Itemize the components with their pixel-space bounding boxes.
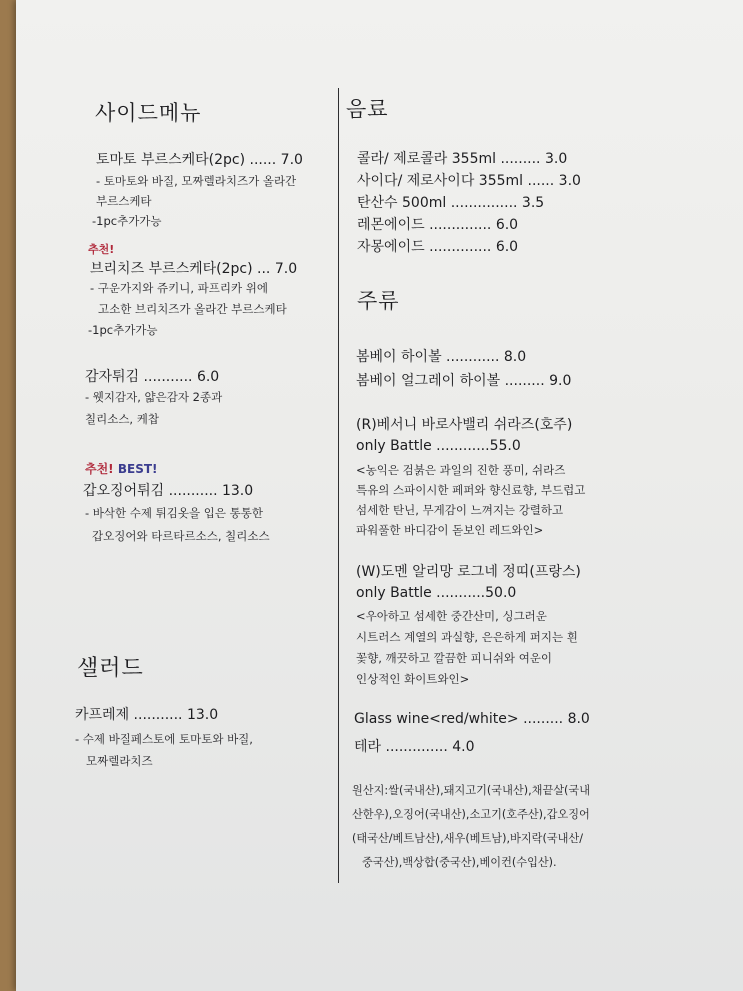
best-label: BEST! (117, 462, 158, 476)
column-divider (338, 88, 339, 883)
drink-item: 탄산수 500ml ............... 3.5 (357, 195, 545, 211)
item-description: - 수제 바질페스토에 토마토와 바질, (75, 732, 253, 746)
drink-item: 콜라/ 제로콜라 355ml ......... 3.0 (357, 151, 568, 167)
item-description: 부르스케타 (96, 194, 152, 208)
item-description: 칠리소스, 케찹 (85, 412, 159, 426)
origin-note: (태국산/베트남산),새우(베트남),바지락(국내산/ (352, 832, 584, 845)
wine-description: 꽃향, 깨끗하고 깔끔한 피니쉬와 여운이 (356, 651, 553, 665)
glass-wine-item: Glass wine<red/white> ......... 8.0 (354, 711, 590, 727)
item-description: 모짜렐라치즈 (86, 754, 153, 768)
alcohol-title: 주류 (357, 289, 400, 313)
menu-item-fries: 감자튀김 ........... 6.0 (85, 369, 220, 385)
item-description: - 웻지감자, 얇은감자 2종과 (85, 390, 223, 404)
menu-item-squid: 갑오징어튀김 ........... 13.0 (83, 483, 254, 499)
wine-description: <우아하고 섬세한 중간산미, 싱그러운 (356, 609, 547, 623)
item-description: - 바삭한 수제 튀김옷을 입은 통통한 (85, 506, 263, 520)
drink-item: 사이다/ 제로사이다 355ml ...... 3.0 (357, 173, 581, 189)
item-description: 고소한 브리치즈가 올라간 부르스케타 (98, 302, 287, 316)
item-description: - 토마토와 바질, 모짜렐라치즈가 올라간 (96, 174, 297, 188)
recommend-label: 추천! (85, 462, 114, 476)
origin-note: 중국산),백상합(중국산),베이컨(수입산). (362, 856, 557, 869)
item-description: 갑오징어와 타르타르소스, 칠리소스 (92, 529, 270, 543)
red-wine-name: (R)베서니 바로사밸리 쉬라즈(호주) (356, 417, 573, 433)
menu-item-tomato-bruschetta: 토마토 부르스케타(2pc) ...... 7.0 (96, 152, 303, 168)
drink-item: 레몬에이드 .............. 6.0 (357, 217, 519, 233)
drinks-title: 음료 (346, 97, 389, 121)
recommend-badge: 추천! (88, 243, 115, 256)
white-wine-price: only Battle ...........50.0 (356, 585, 517, 601)
wine-description: 시트러스 계열의 과실향, 은은하게 퍼지는 흰 (356, 630, 578, 644)
highball-item: 봄베이 하이볼 ............ 8.0 (356, 349, 527, 365)
recommend-best-badge (85, 460, 158, 477)
item-description: -1pc추가가능 (92, 214, 162, 228)
side-menu-title: 사이드메뉴 (95, 101, 202, 125)
red-wine-price: only Battle ............55.0 (356, 438, 521, 454)
white-wine-name: (W)도멘 알리망 로그네 정띠(프랑스) (356, 564, 581, 580)
drink-item: 자몽에이드 .............. 6.0 (357, 239, 519, 255)
wine-description: 인상적인 화이트와인> (356, 672, 470, 686)
wine-description: 특유의 스파이시한 페퍼와 향신료향, 부드럽고 (356, 483, 586, 497)
wine-description: 파워풀한 바디감이 돋보인 레드와인> (356, 523, 544, 537)
item-description: -1pc추가가능 (88, 323, 158, 337)
highball-item: 봄베이 얼그레이 하이볼 ......... 9.0 (356, 373, 572, 389)
terra-item: 테라 .............. 4.0 (354, 739, 475, 755)
menu-item-caprese: 카프레제 ........... 13.0 (75, 707, 219, 723)
wine-description: <농익은 검붉은 과일의 진한 풍미, 쉬라즈 (356, 463, 566, 477)
origin-note: 산한우),오징어(국내산),소고기(호주산),갑오징어 (352, 808, 590, 821)
item-description: - 구운가지와 쥬키니, 파프리카 위에 (90, 281, 268, 295)
salad-title: 샐러드 (77, 656, 144, 681)
menu-item-brie-bruschetta: 브리치즈 부르스케타(2pc) ... 7.0 (90, 261, 298, 277)
wine-description: 섬세한 탄닌, 무게감이 느껴지는 강렬하고 (356, 503, 564, 517)
origin-note: 원산지:쌀(국내산),돼지고기(국내산),채끝살(국내 (352, 784, 591, 797)
